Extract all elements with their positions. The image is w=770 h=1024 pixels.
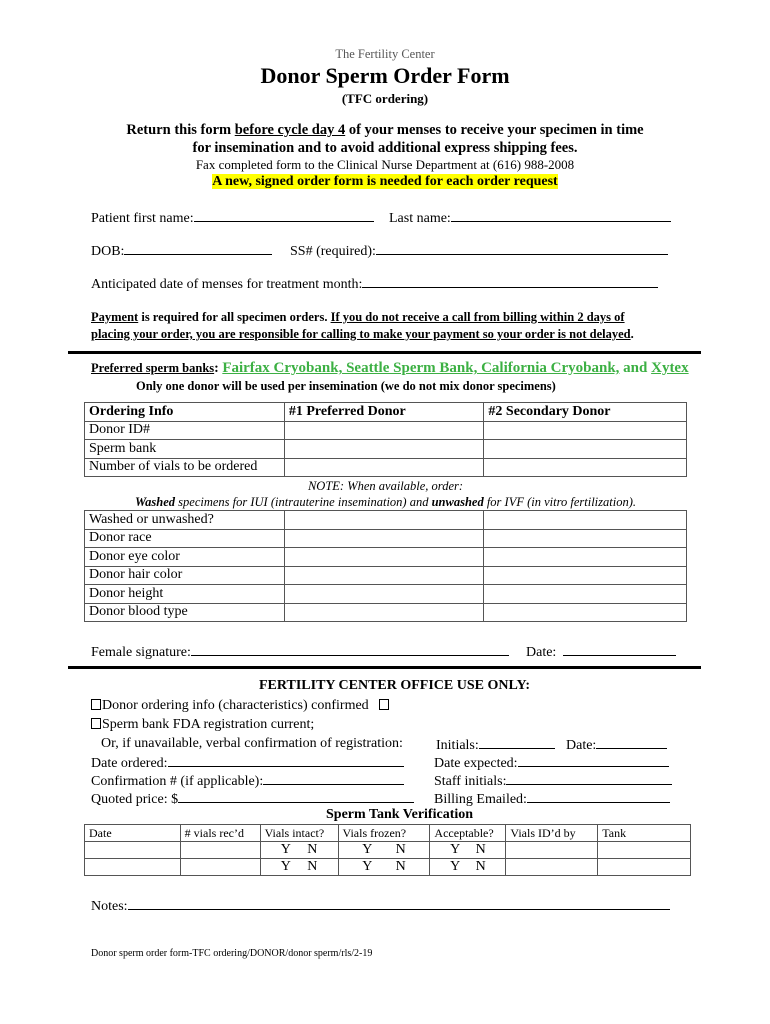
tank-input[interactable]: [598, 859, 691, 876]
washed-note: NOTE: When available, order: Washed specimens for IUI (intrauterine insemination) and unwashed for IVF (in vitro fertilization).: [85, 477, 687, 511]
notes-field[interactable]: Notes:: [91, 897, 670, 915]
form-title: Donor Sperm Order Form: [260, 63, 510, 88]
table-row: [85, 529, 687, 548]
dob-field[interactable]: DOB:: [91, 242, 272, 260]
vials-intact-choice[interactable]: Y N: [260, 859, 338, 876]
vials-frozen-choice[interactable]: Y N: [338, 842, 430, 859]
tank-header-date: Date: [85, 825, 181, 842]
preferred-donor-input[interactable]: [284, 548, 484, 567]
header-secondary-donor: #2 Secondary Donor: [484, 403, 687, 422]
preferred-donor-input[interactable]: [284, 458, 484, 477]
preferred-donor-input[interactable]: [284, 585, 484, 604]
office-item-ordering-confirmed: Donor ordering info (characteristics) confirmed: [91, 698, 390, 714]
office-use-heading: FERTILITY CENTER OFFICE USE ONLY:: [259, 678, 531, 693]
table-row: [85, 585, 687, 604]
row-label: Donor eye color: [85, 548, 285, 567]
secondary-donor-input[interactable]: [484, 603, 687, 622]
signature-date-field[interactable]: Date:: [526, 643, 676, 661]
payment-notice-line2: placing your order, you are responsible for calling to make your payment so your order is not delayed.: [91, 327, 634, 341]
confirmation-field[interactable]: Confirmation # (if applicable):: [91, 772, 404, 790]
tank-header-vials-frozen: Vials frozen?: [338, 825, 430, 842]
ordering-table: [84, 402, 687, 622]
initials-field[interactable]: Initials:: [436, 736, 555, 754]
tank-header-acceptable: Acceptable?: [430, 825, 506, 842]
tank-header-vials-id: Vials ID’d by: [506, 825, 598, 842]
table-row: [85, 511, 687, 530]
row-label: Donor ID#: [85, 421, 285, 440]
row-label: Donor hair color: [85, 566, 285, 585]
preferred-donor-input[interactable]: [284, 566, 484, 585]
menses-date-field[interactable]: Anticipated date of menses for treatment month:: [91, 275, 658, 293]
note-row: [85, 477, 687, 511]
org-name: The Fertility Center: [335, 47, 435, 61]
tank-table: [84, 824, 691, 876]
row-label: Donor race: [85, 529, 285, 548]
quoted-price-field[interactable]: Quoted price: $: [91, 790, 414, 808]
instructions-line1: Return this form before cycle day 4 of your menses to receive your specimen in time: [126, 122, 644, 138]
secondary-donor-input[interactable]: [484, 548, 687, 567]
tank-header-vials-received: # vials rec’d: [180, 825, 260, 842]
row-label: Donor height: [85, 585, 285, 604]
office-item-verbal: Or, if unavailable, verbal confirmation of registration:: [101, 736, 403, 751]
secondary-donor-input[interactable]: [484, 585, 687, 604]
fax-instruction: Fax completed form to the Clinical Nurse Department at (616) 988-2008: [195, 157, 575, 172]
preferred-donor-input[interactable]: [284, 511, 484, 530]
table-row: [85, 458, 687, 477]
patient-last-name-field[interactable]: Last name:: [389, 209, 671, 227]
instructions-line2: for insemination and to avoid additional express shipping fees.: [192, 140, 578, 156]
vials-id-input[interactable]: [506, 842, 598, 859]
one-donor-note: Only one donor will be used per insemination (we do not mix donor specimens): [136, 379, 556, 393]
secondary-donor-input[interactable]: [484, 529, 687, 548]
header-preferred-donor: #1 Preferred Donor: [284, 403, 484, 422]
acceptable-choice[interactable]: Y N: [430, 859, 506, 876]
office-item-fda: Sperm bank FDA registration current;: [91, 717, 314, 733]
tank-title: Sperm Tank Verification: [326, 807, 474, 822]
staff-initials-field[interactable]: Staff initials:: [434, 772, 672, 790]
tank-input[interactable]: [598, 842, 691, 859]
table-row: [85, 440, 687, 459]
vials-id-input[interactable]: [506, 859, 598, 876]
tank-date-input[interactable]: [85, 859, 181, 876]
table-row: [85, 842, 691, 859]
patient-first-name-field[interactable]: Patient first name:: [91, 209, 374, 227]
row-label: Sperm bank: [85, 440, 285, 459]
form-subtitle: (TFC ordering): [341, 91, 429, 106]
billing-emailed-field[interactable]: Billing Emailed:: [434, 790, 670, 808]
preferred-banks: Preferred sperm banks: Fairfax Cryobank, Seattle Sperm Bank, California Cryobank, and Xytex: [91, 360, 689, 376]
row-label: Donor blood type: [85, 603, 285, 622]
table-row: [85, 566, 687, 585]
tank-vials-input[interactable]: [180, 859, 260, 876]
checkbox[interactable]: [91, 699, 101, 710]
payment-notice-line1: Payment is required for all specimen orders. If you do not receive a call from billing within 2 days of: [91, 310, 625, 324]
table-header-row: [85, 403, 687, 422]
female-signature-field[interactable]: Female signature:: [91, 643, 509, 661]
table-row: [85, 548, 687, 567]
preferred-donor-input[interactable]: [284, 529, 484, 548]
tank-header-tank: Tank: [598, 825, 691, 842]
row-label: Number of vials to be ordered: [85, 458, 285, 477]
row-label: Washed or unwashed?: [85, 511, 285, 530]
acceptable-choice[interactable]: Y N: [430, 842, 506, 859]
vials-intact-choice[interactable]: Y N: [260, 842, 338, 859]
secondary-donor-input[interactable]: [484, 421, 687, 440]
preferred-donor-input[interactable]: [284, 440, 484, 459]
secondary-donor-input[interactable]: [484, 566, 687, 585]
vials-frozen-choice[interactable]: Y N: [338, 859, 430, 876]
secondary-donor-input[interactable]: [484, 511, 687, 530]
secondary-donor-input[interactable]: [484, 458, 687, 477]
tank-vials-input[interactable]: [180, 842, 260, 859]
secondary-donor-input[interactable]: [484, 440, 687, 459]
divider: [68, 666, 701, 669]
checkbox[interactable]: [379, 699, 389, 710]
checkbox[interactable]: [91, 718, 101, 729]
ss-field[interactable]: SS# (required):: [290, 242, 668, 260]
preferred-donor-input[interactable]: [284, 603, 484, 622]
date-expected-field[interactable]: Date expected:: [434, 754, 669, 772]
footer: Donor sperm order form-TFC ordering/DONOR/donor sperm/rls/2-19: [91, 948, 373, 959]
table-row: [85, 859, 691, 876]
tank-header-row: [85, 825, 691, 842]
divider: [68, 351, 701, 354]
tank-date-input[interactable]: [85, 842, 181, 859]
verbal-date-field[interactable]: Date:: [566, 736, 667, 754]
header-ordering-info: Ordering Info: [85, 403, 285, 422]
table-row: [85, 603, 687, 622]
tank-header-vials-intact: Vials intact?: [260, 825, 338, 842]
table-row: [85, 421, 687, 440]
date-ordered-field[interactable]: Date ordered:: [91, 754, 404, 772]
preferred-donor-input[interactable]: [284, 421, 484, 440]
highlight-notice: A new, signed order form is needed for each order request: [212, 174, 558, 189]
